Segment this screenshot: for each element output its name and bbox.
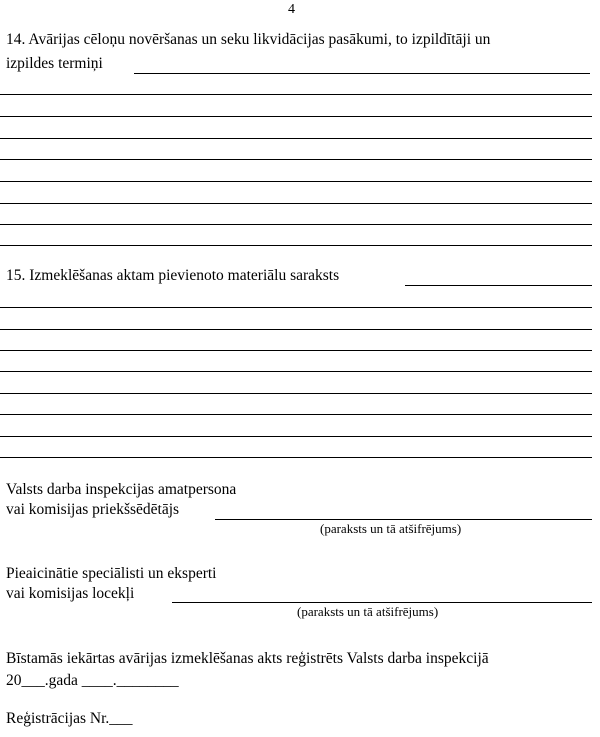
- section-14-line-2[interactable]: [0, 116, 592, 117]
- section-15-line-5[interactable]: [0, 393, 592, 394]
- section-15-line-4[interactable]: [0, 371, 592, 372]
- inspector-label: Valsts darba inspekcijas amatpersona: [6, 481, 237, 498]
- section-14-heading-cont: izpildes termiņi: [6, 55, 103, 72]
- section-15-line-1[interactable]: [0, 307, 592, 308]
- experts-signature-line[interactable]: [172, 602, 592, 603]
- section-14-heading: 14. Avārijas cēloņu novēršanas un seku likvidācijas pasākumi, to izpildītāji un: [6, 31, 491, 48]
- experts-signature-caption: (paraksts un tā atšifrējums): [297, 604, 439, 619]
- registration-date: 20___.gada ____.________: [6, 672, 179, 689]
- experts-label: Pieaicinātie speciālisti un eksperti: [6, 565, 217, 582]
- section-14-line-4[interactable]: [0, 159, 592, 160]
- section-15-line-3[interactable]: [0, 350, 592, 351]
- inspector-signature-line[interactable]: [215, 519, 592, 520]
- section-15-line-7[interactable]: [0, 436, 592, 437]
- section-15-heading: 15. Izmeklēšanas aktam pievienoto materiālu saraksts: [6, 267, 340, 284]
- section-15-input-line[interactable]: [405, 285, 592, 286]
- section-14-line-6[interactable]: [0, 203, 592, 204]
- section-14-line-8[interactable]: [0, 245, 592, 246]
- section-14-line-7[interactable]: [0, 224, 592, 225]
- registration-number: Reģistrācijas Nr.___: [6, 710, 133, 727]
- section-14-input-line[interactable]: [134, 73, 590, 74]
- section-14-line-1[interactable]: [0, 94, 592, 95]
- section-14-line-3[interactable]: [0, 138, 592, 139]
- page-number: 4: [288, 2, 295, 17]
- section-15-line-6[interactable]: [0, 414, 592, 415]
- section-15-line-2[interactable]: [0, 329, 592, 330]
- experts-label-cont: vai komisijas locekļi: [6, 585, 135, 602]
- section-14-line-5[interactable]: [0, 181, 592, 182]
- section-15-line-8[interactable]: [0, 457, 592, 458]
- registration-statement: Bīstamās iekārtas avārijas izmeklēšanas akts reģistrēts Valsts darba inspekcijā: [6, 650, 489, 667]
- inspector-signature-caption: (paraksts un tā atšifrējums): [320, 521, 462, 536]
- inspector-label-cont: vai komisijas priekšsēdētājs: [6, 501, 180, 518]
